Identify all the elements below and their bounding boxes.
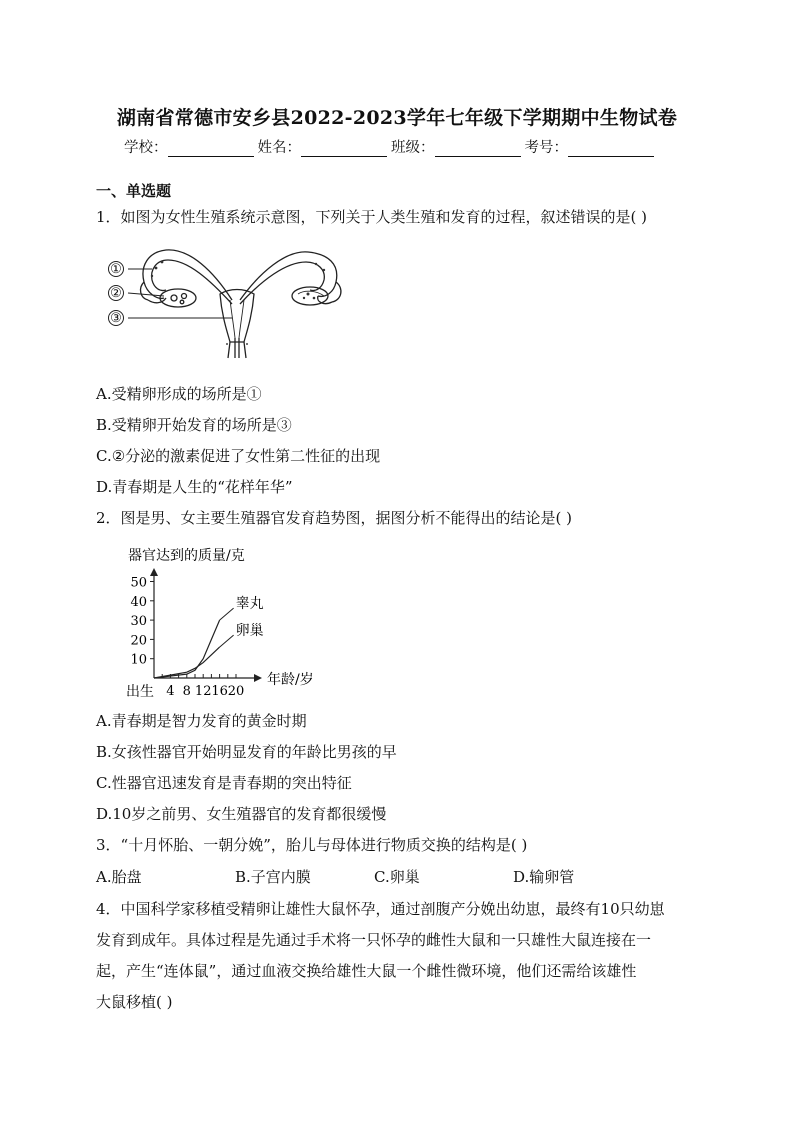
q3-option-b[interactable]: B.子宫内膜: [235, 868, 311, 886]
growth-chart: [120, 540, 340, 700]
x-axis-arrow: [254, 674, 262, 682]
q1-option-c[interactable]: C.②分泌的激素促进了女性第二性征的出现: [96, 447, 381, 465]
series-label-2: 卵巢: [235, 623, 264, 640]
name-blank[interactable]: [301, 140, 387, 157]
series-leader-2: [220, 635, 234, 647]
q2-option-d[interactable]: D.10岁之前男、女生殖器官的发育都很缓慢: [96, 805, 387, 823]
q1-option-b[interactable]: B.受精卵开始发育的场所是③: [96, 416, 292, 434]
q1-option-d[interactable]: D.青春期是人生的“花样年华”: [96, 478, 293, 496]
student-info-row: [124, 136, 658, 157]
y-tick-label: 50: [130, 575, 147, 591]
school-blank[interactable]: [168, 140, 254, 157]
series-label-1: 睾丸: [235, 596, 264, 613]
q2-stem: 2．图是男、女主要生殖器官发育趋势图，据图分析不能得出的结论是( ): [96, 509, 573, 527]
y-tick-label: 40: [130, 594, 147, 610]
y-tick-label: 30: [130, 614, 147, 630]
x-tick-label: 16: [211, 684, 228, 699]
school-label: 学校：: [124, 140, 168, 156]
x-origin-label: 出生: [126, 684, 154, 700]
q3-option-a[interactable]: A.胎盘: [96, 868, 142, 886]
label-3: ③: [110, 311, 122, 326]
x-tick-label: 20: [227, 684, 245, 699]
y-tick-label: 20: [130, 633, 147, 649]
page-title: 湖南省常德市安乡县2022-2023学年七年级下学期期中生物试卷: [116, 107, 678, 129]
q1-option-a[interactable]: A.受精卵形成的场所是①: [96, 385, 262, 403]
number-label: 考号：: [524, 140, 568, 156]
x-tick-label: 4: [166, 684, 175, 699]
label-1: ①: [110, 262, 122, 277]
y-tick-label: 10: [130, 652, 147, 668]
x-tick-label: 8: [182, 684, 191, 699]
q4-line-1: 4．中国科学家移植受精卵让雄性大鼠怀孕，通过剖腹产分娩出幼崽，最终有10只幼崽: [96, 900, 665, 918]
q4-line-4: 大鼠移植( ): [96, 993, 173, 1011]
q2-option-a[interactable]: A.青春期是智力发育的黄金时期: [96, 712, 307, 730]
q3-options: [96, 866, 652, 887]
section-heading: 一、单选题: [96, 182, 172, 200]
number-blank[interactable]: [568, 140, 654, 157]
label-2: ②: [110, 286, 122, 301]
q1-stem: 1．如图为女性生殖系统示意图，下列关于人类生殖和发育的过程，叙述错误的是( ): [96, 208, 648, 226]
q2-option-b[interactable]: B.女孩性器官开始明显发育的年龄比男孩的早: [96, 743, 397, 761]
q3-stem: 3．“十月怀胎、一朝分娩”，胎儿与母体进行物质交换的结构是( ): [96, 836, 528, 854]
series-leader-1: [220, 608, 234, 620]
chart-ylabel: 器官达到的质量/克: [128, 548, 245, 564]
q3-option-d[interactable]: D.输卵管: [513, 868, 575, 886]
q4-line-2: 发育到成年。具体过程是先通过手术将一只怀孕的雌性大鼠和一只雄性大鼠连接在一: [96, 931, 652, 949]
class-label: 班级：: [391, 140, 435, 156]
y-axis-arrow: [150, 568, 158, 576]
name-label: 姓名：: [257, 140, 301, 156]
q2-option-c[interactable]: C.性器官迅速发育是青春期的突出特征: [96, 774, 352, 792]
x-tick-label: 12: [194, 684, 212, 699]
q4-line-3: 起，产生“连体鼠”，通过血液交换给雄性大鼠一个雌性微环境，他们还需给该雄性: [96, 962, 637, 980]
series-line-2: [154, 647, 220, 678]
chart-xlabel: 年龄/岁: [267, 672, 314, 688]
q3-option-c[interactable]: C.卵巢: [374, 868, 420, 886]
female-reproductive-diagram: [104, 238, 366, 360]
series-line-1: [154, 620, 220, 678]
class-blank[interactable]: [435, 140, 521, 157]
